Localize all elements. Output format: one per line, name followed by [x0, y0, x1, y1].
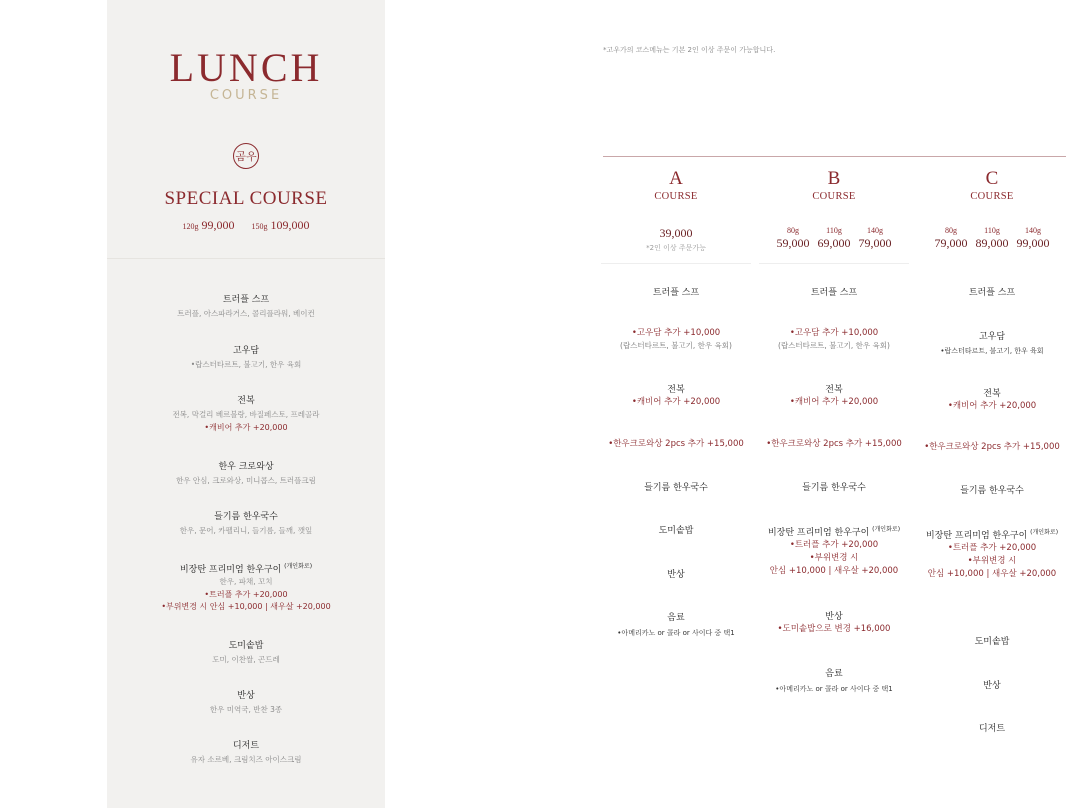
course-item	[601, 525, 751, 537]
menu-item-bansang	[107, 690, 385, 715]
lunch-title: LUNCH	[169, 45, 323, 90]
item-addon: •캐비어 추가 +20,000	[947, 401, 1037, 411]
course-item	[917, 388, 1067, 413]
price-option	[976, 226, 1009, 250]
item-addon: 안심 +10,000 | 새우살 +20,000	[769, 566, 899, 576]
price-option	[818, 226, 851, 250]
course-item	[601, 327, 751, 352]
divider	[107, 258, 385, 259]
item-name: 음료	[667, 613, 685, 623]
price-gram: 80g	[787, 226, 799, 235]
lunch-subtitle: COURSE	[209, 88, 283, 103]
price-option	[1017, 226, 1050, 250]
item-addon: •고우담 추가 +10,000	[631, 328, 721, 338]
price-value: 109,000	[270, 218, 310, 232]
price-gram: 120g	[182, 222, 199, 231]
item-name: 음료	[825, 669, 843, 679]
price-value: 69,000	[817, 236, 851, 250]
price-value: 79,000	[858, 236, 892, 250]
menu-item-noodle	[107, 511, 385, 536]
menu-item-desc: 한우 미역국, 반찬 3종	[209, 705, 283, 714]
menu-item-name: 전복	[237, 396, 255, 406]
item-desc: (랍스터타르트, 불고기, 한우 육회)	[620, 341, 732, 350]
item-name: 비장탄 프리미엄 한우구이	[767, 528, 870, 538]
menu-item-name: 고우담	[232, 346, 260, 356]
item-name: 반상	[825, 612, 843, 622]
course-item	[601, 569, 751, 581]
menu-item-desc: 한우, 파채, 꼬치	[219, 577, 273, 586]
item-name: 들기름 한우국수	[802, 483, 866, 493]
course-letter: A	[669, 168, 683, 189]
item-addon: •캐비어 추가 +20,000	[631, 397, 721, 407]
course-prices	[759, 226, 909, 250]
course-label: COURSE	[812, 191, 856, 202]
item-addon: •한우크로와상 2pcs 추가 +15,000	[766, 439, 902, 449]
item-addon: •도미솥밥으로 변경 +16,000	[777, 624, 891, 634]
menu-item-name: 비장탄 프리미엄 한우구이	[179, 565, 282, 575]
item-note: (개인화로)	[1030, 529, 1059, 536]
menu-item-truffle-soup	[107, 294, 385, 319]
item-name: 디저트	[978, 724, 1006, 734]
price-gram: 150g	[251, 222, 268, 231]
course-item	[759, 438, 909, 451]
item-name: 고우담	[978, 332, 1006, 342]
item-name: 도미솥밥	[658, 526, 694, 536]
item-addon: 안심 +10,000 | 새우살 +20,000	[927, 569, 1057, 579]
course-item	[917, 485, 1067, 497]
item-addon: •부위변경 시	[809, 553, 859, 563]
menu-item-dessert	[107, 740, 385, 765]
menu-item-desc: •랍스터타르트, 불고기, 한우 육회	[190, 360, 302, 369]
divider	[759, 263, 909, 264]
course-item	[601, 384, 751, 409]
menu-item-name: 트러플 스프	[222, 295, 270, 305]
course-item	[759, 287, 909, 299]
course-item	[759, 384, 909, 409]
course-item	[759, 524, 909, 578]
menu-item-desc: 도미, 이찬쌀, 곤드레	[212, 655, 280, 664]
course-price: 39,000	[659, 226, 693, 240]
menu-item-desc: 한우, 문어, 카펠리니, 들기름, 들깨, 깻잎	[179, 526, 313, 535]
price-option	[935, 226, 968, 250]
order-note: *고우가의 코스메뉴는 기본 2인 이상 주문이 가능합니다.	[603, 46, 776, 54]
course-item	[601, 612, 751, 639]
price-option	[777, 226, 810, 250]
menu-item-addon: •트러플 추가 +20,000	[204, 590, 288, 599]
course-label: COURSE	[970, 191, 1014, 202]
item-name: 들기름 한우국수	[644, 483, 708, 493]
course-letter: C	[985, 168, 999, 189]
special-course-title: SPECIAL COURSE	[164, 188, 328, 209]
price-option	[859, 226, 892, 250]
menu-item-name-wrap	[107, 561, 385, 576]
menu-item-name: 디저트	[232, 741, 260, 751]
item-addon: •캐비어 추가 +20,000	[789, 397, 879, 407]
course-item	[759, 327, 909, 352]
course-item	[917, 636, 1067, 648]
menu-item-croissant	[107, 461, 385, 486]
course-letter: B	[827, 168, 841, 189]
divider	[603, 156, 1066, 157]
menu-item-rice	[107, 640, 385, 665]
item-desc: •아메리카노 or 콜라 or 사이다 중 택1	[775, 685, 893, 693]
course-item	[917, 287, 1067, 299]
item-name: 비장탄 프리미엄 한우구이	[925, 531, 1028, 541]
price-value: 99,000	[1016, 236, 1050, 250]
price-value: 79,000	[934, 236, 968, 250]
item-name: 트러플 스프	[968, 288, 1016, 298]
item-name: 반상	[667, 570, 685, 580]
menu-item-name: 들기름 한우국수	[214, 512, 278, 522]
price-gram: 140g	[867, 226, 883, 235]
restaurant-logo-icon	[233, 143, 259, 169]
course-item	[759, 611, 909, 636]
price-value: 99,000	[201, 218, 235, 232]
course-label: COURSE	[654, 191, 698, 202]
item-name: 트러플 스프	[652, 288, 700, 298]
price-value: 59,000	[776, 236, 810, 250]
special-course-prices	[107, 218, 385, 233]
price-value: 89,000	[975, 236, 1009, 250]
menu-item-desc: 전복, 막걸리 베르블랑, 바질페스토, 프레골라	[172, 410, 320, 419]
item-name-wrap	[917, 527, 1067, 542]
course-item	[917, 723, 1067, 735]
item-name: 트러플 스프	[810, 288, 858, 298]
divider	[601, 263, 751, 264]
course-prices	[917, 226, 1067, 250]
course-item	[601, 438, 751, 451]
item-note: (개인화로)	[872, 526, 901, 533]
item-name: 도미솥밥	[974, 637, 1010, 647]
menu-item-name: 반상	[237, 691, 255, 701]
price-gram: 80g	[945, 226, 957, 235]
course-price-note: *2인 이상 주문가능	[646, 244, 706, 252]
item-addon: •트러플 추가 +20,000	[789, 540, 879, 550]
item-addon: •트러플 추가 +20,000	[947, 543, 1037, 553]
logo-text: 곰우	[235, 150, 257, 163]
item-desc: (랍스터타르트, 불고기, 한우 육회)	[778, 341, 890, 350]
price-gram: 110g	[984, 226, 1000, 235]
price-gram: 140g	[1025, 226, 1041, 235]
course-item	[759, 668, 909, 695]
item-addon: •한우크로와상 2pcs 추가 +15,000	[924, 442, 1060, 452]
menu-item-desc: 유자 소르베, 크림치즈 아이스크림	[190, 755, 302, 764]
course-item	[917, 441, 1067, 454]
course-item	[601, 482, 751, 494]
item-desc: •랍스터타르트, 불고기, 한우 육회	[940, 347, 1044, 355]
course-item	[759, 482, 909, 494]
menu-item-name: 도미솥밥	[228, 641, 264, 651]
item-addon: •고우담 추가 +10,000	[789, 328, 879, 338]
menu-item-addon: •캐비어 추가 +20,000	[204, 423, 288, 432]
menu-item-desc: 한우 안심, 크로와상, 미니콥스, 트러플크림	[176, 476, 316, 485]
menu-item-addon: •부위변경 시 안심 +10,000 | 새우살 +20,000	[161, 602, 331, 611]
price-gram: 110g	[826, 226, 842, 235]
menu-item-grilled-beef	[107, 561, 385, 613]
menu-item-note: (개인화로)	[284, 563, 313, 570]
course-item	[917, 680, 1067, 692]
course-item	[917, 331, 1067, 357]
menu-item-abalone	[107, 395, 385, 434]
item-addon: •부위변경 시	[967, 556, 1017, 566]
item-name: 전복	[667, 385, 685, 395]
item-desc: •아메리카노 or 콜라 or 사이다 중 택1	[617, 629, 735, 637]
item-addon: •한우크로와상 2pcs 추가 +15,000	[608, 439, 744, 449]
menu-item-desc: 트러플, 아스파라거스, 콜리플라워, 베이컨	[177, 309, 315, 318]
item-name: 반상	[983, 681, 1001, 691]
item-name-wrap	[759, 524, 909, 539]
item-name: 전복	[825, 385, 843, 395]
course-item	[917, 527, 1067, 581]
course-item	[601, 287, 751, 299]
menu-item-name: 한우 크로와상	[218, 462, 274, 472]
item-name: 들기름 한우국수	[960, 486, 1024, 496]
special-course-panel	[107, 0, 385, 808]
item-name: 전복	[983, 389, 1001, 399]
menu-item-goudam	[107, 345, 385, 370]
